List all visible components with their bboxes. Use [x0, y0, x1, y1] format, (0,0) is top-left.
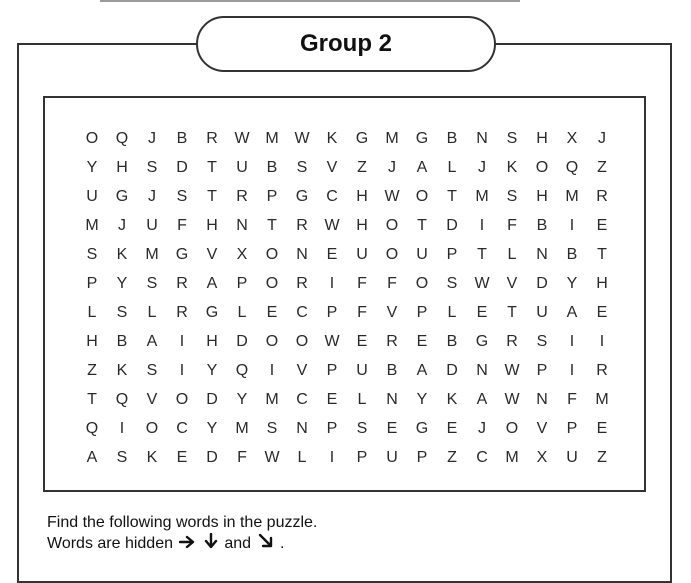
- grid-letter: I: [119, 419, 125, 437]
- grid-letter: Y: [206, 361, 218, 379]
- grid-letter: L: [357, 390, 367, 408]
- grid-letter: P: [326, 361, 338, 379]
- grid-letter: E: [476, 303, 488, 321]
- grid-letter: S: [446, 274, 458, 292]
- grid-letter: J: [598, 129, 606, 147]
- grid-letter: I: [569, 361, 575, 379]
- grid-letter: K: [506, 158, 518, 176]
- grid-letter: M: [85, 216, 99, 234]
- grid-letter: S: [506, 129, 518, 147]
- grid-letter: Y: [206, 419, 218, 437]
- grid-letter: H: [356, 187, 368, 205]
- grid-letter: H: [86, 332, 98, 350]
- grid-letter: A: [146, 332, 158, 350]
- grid-letter: F: [177, 216, 187, 234]
- grid-letter: L: [297, 448, 307, 466]
- grid-letter: A: [206, 274, 218, 292]
- grid-letter: Q: [85, 419, 99, 437]
- grid-letter: T: [207, 158, 217, 176]
- grid-letter: I: [329, 274, 335, 292]
- grid-letter: S: [266, 419, 278, 437]
- grid-letter: U: [386, 448, 398, 466]
- grid-letter: W: [474, 274, 490, 292]
- grid-letter: B: [266, 158, 278, 176]
- grid-letter: V: [206, 245, 218, 263]
- grid-letter: O: [85, 129, 99, 147]
- grid-letter: Y: [566, 274, 578, 292]
- grid-letter: V: [326, 158, 338, 176]
- grid-letter: B: [536, 216, 548, 234]
- grid-letter: S: [116, 448, 128, 466]
- grid-letter: W: [264, 448, 280, 466]
- grid-letter: G: [475, 332, 489, 350]
- grid-letter: P: [86, 274, 98, 292]
- grid-letter: L: [147, 303, 157, 321]
- grid-letter: R: [596, 361, 608, 379]
- grid-letter: W: [504, 390, 520, 408]
- grid-letter: J: [388, 158, 396, 176]
- grid-letter: N: [476, 129, 488, 147]
- grid-letter: V: [296, 361, 308, 379]
- grid-letter: O: [415, 187, 429, 205]
- grid-letter: C: [176, 419, 188, 437]
- grid-letter: M: [145, 245, 159, 263]
- grid-letter: E: [326, 390, 338, 408]
- grid-letter: O: [145, 419, 159, 437]
- grid-letter: D: [176, 158, 188, 176]
- grid-letter: S: [86, 245, 98, 263]
- grid-letter: A: [566, 303, 578, 321]
- grid-letter: G: [415, 129, 429, 147]
- grid-letter: S: [536, 332, 548, 350]
- grid-letter: Q: [235, 361, 249, 379]
- grid-letter: R: [386, 332, 398, 350]
- grid-letter: A: [476, 390, 488, 408]
- grid-letter: N: [476, 361, 488, 379]
- grid-letter: N: [236, 216, 248, 234]
- arrow-right-icon: [179, 534, 195, 555]
- grid-letter: L: [447, 303, 457, 321]
- grid-letter: W: [294, 129, 310, 147]
- grid-letter: O: [385, 245, 399, 263]
- grid-letter: D: [446, 361, 458, 379]
- grid-letter: W: [504, 361, 520, 379]
- arrow-down-icon: [204, 533, 218, 555]
- grid-letter: J: [148, 187, 156, 205]
- grid-letter: P: [446, 245, 458, 263]
- grid-letter: S: [356, 419, 368, 437]
- grid-letter: O: [415, 274, 429, 292]
- grid-letter: L: [87, 303, 97, 321]
- grid-letter: H: [536, 187, 548, 205]
- grid-letter: H: [536, 129, 548, 147]
- grid-letter: O: [175, 390, 189, 408]
- grid-letter: R: [236, 187, 248, 205]
- grid-letter: E: [266, 303, 278, 321]
- grid-letter: Z: [597, 158, 607, 176]
- grid-letter: H: [206, 332, 218, 350]
- grid-letter: P: [416, 303, 428, 321]
- grid-letter: P: [356, 448, 368, 466]
- grid-letter: B: [176, 129, 188, 147]
- grid-letter: H: [116, 158, 128, 176]
- grid-letter: F: [237, 448, 247, 466]
- grid-letter: U: [86, 187, 98, 205]
- grid-letter: I: [569, 216, 575, 234]
- instructions-hidden-label: Words are hidden: [47, 535, 173, 553]
- grid-letter: P: [326, 303, 338, 321]
- grid-letter: Z: [597, 448, 607, 466]
- grid-letter: H: [206, 216, 218, 234]
- grid-letter: Y: [86, 158, 98, 176]
- grid-letter: T: [87, 390, 97, 408]
- grid-letter: I: [269, 361, 275, 379]
- grid-letter: O: [385, 216, 399, 234]
- grid-letter: V: [146, 390, 158, 408]
- grid-letter: Y: [416, 390, 428, 408]
- grid-letter: E: [176, 448, 188, 466]
- grid-letter: R: [206, 129, 218, 147]
- top-divider: [100, 0, 520, 2]
- grid-letter: W: [324, 216, 340, 234]
- grid-letter: M: [505, 448, 519, 466]
- grid-letter: U: [536, 303, 548, 321]
- grid-letter: S: [506, 187, 518, 205]
- grid-letter: M: [235, 419, 249, 437]
- grid-letter: E: [386, 419, 398, 437]
- grid-letter: E: [416, 332, 428, 350]
- grid-letter: M: [475, 187, 489, 205]
- grid-letter: S: [146, 274, 158, 292]
- grid-letter: T: [267, 216, 277, 234]
- grid-letter: T: [447, 187, 457, 205]
- grid-letter: Q: [115, 390, 129, 408]
- grid-letter: Q: [565, 158, 579, 176]
- grid-letter: X: [236, 245, 248, 263]
- grid-letter: A: [416, 361, 428, 379]
- grid-letter: J: [478, 158, 486, 176]
- grid-letter: M: [385, 129, 399, 147]
- grid-letter: I: [569, 332, 575, 350]
- word-search-grid: [77, 124, 617, 472]
- grid-letter: W: [384, 187, 400, 205]
- grid-letter: F: [387, 274, 397, 292]
- grid-letter: J: [148, 129, 156, 147]
- grid-letter: L: [507, 245, 517, 263]
- group-title: [196, 16, 496, 72]
- grid-letter: A: [416, 158, 428, 176]
- group-title-text: Group 2: [299, 30, 392, 57]
- grid-letter: Z: [447, 448, 457, 466]
- grid-letter: L: [237, 303, 247, 321]
- grid-letter: P: [326, 419, 338, 437]
- grid-letter: E: [446, 419, 458, 437]
- grid-letter: P: [536, 361, 548, 379]
- grid-letter: J: [118, 216, 126, 234]
- grid-letter: U: [356, 245, 368, 263]
- grid-letter: W: [324, 332, 340, 350]
- grid-letter: S: [146, 361, 158, 379]
- grid-letter: L: [447, 158, 457, 176]
- instructions-period: .: [279, 535, 285, 553]
- grid-letter: M: [595, 390, 609, 408]
- grid-letter: K: [446, 390, 458, 408]
- grid-letter: F: [567, 390, 577, 408]
- grid-letter: K: [116, 245, 128, 263]
- grid-letter: Z: [87, 361, 97, 379]
- grid-letter: U: [356, 361, 368, 379]
- grid-letter: G: [355, 129, 369, 147]
- grid-letter: R: [596, 187, 608, 205]
- grid-letter: S: [116, 303, 128, 321]
- grid-letter: U: [236, 158, 248, 176]
- grid-letter: O: [505, 419, 519, 437]
- grid-letter: E: [596, 419, 608, 437]
- instructions-line-2: [47, 533, 317, 555]
- grid-letter: T: [597, 245, 607, 263]
- grid-letter: C: [326, 187, 338, 205]
- grid-letter: V: [536, 419, 548, 437]
- grid-letter: I: [479, 216, 485, 234]
- grid-letter: K: [146, 448, 158, 466]
- grid-letter: O: [265, 245, 279, 263]
- grid-letter: M: [265, 390, 279, 408]
- grid-letter: N: [296, 419, 308, 437]
- grid-letter: S: [146, 158, 158, 176]
- grid-letter: F: [357, 303, 367, 321]
- instructions-text: Find the following words in the puzzle.: [47, 514, 318, 531]
- grid-letter: I: [329, 448, 335, 466]
- grid-letter: M: [265, 129, 279, 147]
- grid-letter: E: [596, 216, 608, 234]
- grid-letter: H: [596, 274, 608, 292]
- grid-letter: B: [446, 129, 458, 147]
- grid-letter: B: [446, 332, 458, 350]
- grid-letter: K: [326, 129, 338, 147]
- grid-letter: P: [566, 419, 578, 437]
- grid-letter: P: [266, 187, 278, 205]
- grid-letter: F: [507, 216, 517, 234]
- grid-letter: S: [176, 187, 188, 205]
- grid-letter: G: [415, 419, 429, 437]
- grid-letter: N: [386, 390, 398, 408]
- grid-letter: X: [536, 448, 548, 466]
- grid-letter: C: [476, 448, 488, 466]
- grid-letter: G: [175, 245, 189, 263]
- grid-letter: T: [207, 187, 217, 205]
- grid-letter: U: [146, 216, 158, 234]
- grid-letter: R: [176, 274, 188, 292]
- grid-letter: D: [536, 274, 548, 292]
- grid-letter: E: [596, 303, 608, 321]
- grid-letter: R: [296, 274, 308, 292]
- grid-letter: Y: [116, 274, 128, 292]
- grid-letter: Q: [115, 129, 129, 147]
- grid-letter: K: [116, 361, 128, 379]
- grid-letter: V: [506, 274, 518, 292]
- grid-letter: I: [179, 361, 185, 379]
- grid-letter: J: [478, 419, 486, 437]
- grid-letter: I: [599, 332, 605, 350]
- grid-letter: M: [565, 187, 579, 205]
- grid-letter: O: [265, 274, 279, 292]
- grid-letter: O: [535, 158, 549, 176]
- grid-letter: G: [205, 303, 219, 321]
- grid-letter: E: [356, 332, 368, 350]
- grid-letter: N: [536, 390, 548, 408]
- grid-letter: Y: [236, 390, 248, 408]
- grid-letter: R: [176, 303, 188, 321]
- grid-letter: D: [206, 390, 218, 408]
- grid-letter: P: [416, 448, 428, 466]
- instructions: [47, 512, 317, 555]
- grid-letter: F: [357, 274, 367, 292]
- grid-letter: E: [326, 245, 338, 263]
- grid-letter: O: [295, 332, 309, 350]
- grid-letter: N: [296, 245, 308, 263]
- grid-letter: A: [86, 448, 98, 466]
- instructions-line-1: [47, 512, 317, 533]
- grid-letter: I: [179, 332, 185, 350]
- grid-letter: C: [296, 303, 308, 321]
- grid-letter: D: [446, 216, 458, 234]
- grid-letter: R: [296, 216, 308, 234]
- grid-letter: G: [115, 187, 129, 205]
- grid-letter: O: [265, 332, 279, 350]
- grid-letter: P: [236, 274, 248, 292]
- grid-letter: X: [566, 129, 578, 147]
- grid-letter: S: [296, 158, 308, 176]
- grid-letter: Z: [357, 158, 367, 176]
- instructions-and-label: and: [224, 535, 252, 553]
- grid-letter: B: [566, 245, 578, 263]
- grid-letter: B: [386, 361, 398, 379]
- grid-letter: T: [417, 216, 427, 234]
- grid-letter: V: [386, 303, 398, 321]
- grid-letter: R: [506, 332, 518, 350]
- grid-letter: H: [356, 216, 368, 234]
- grid-letter: D: [206, 448, 218, 466]
- grid-letter: C: [296, 390, 308, 408]
- grid-letter: T: [507, 303, 517, 321]
- grid-letter: T: [477, 245, 487, 263]
- grid-letter: G: [295, 187, 309, 205]
- grid-letter: B: [116, 332, 128, 350]
- grid-letter: D: [236, 332, 248, 350]
- arrow-diagonal-down-right-icon: [258, 533, 274, 555]
- grid-letter: N: [536, 245, 548, 263]
- grid-letter: U: [416, 245, 428, 263]
- grid-letter: W: [234, 129, 250, 147]
- grid-letter: U: [566, 448, 578, 466]
